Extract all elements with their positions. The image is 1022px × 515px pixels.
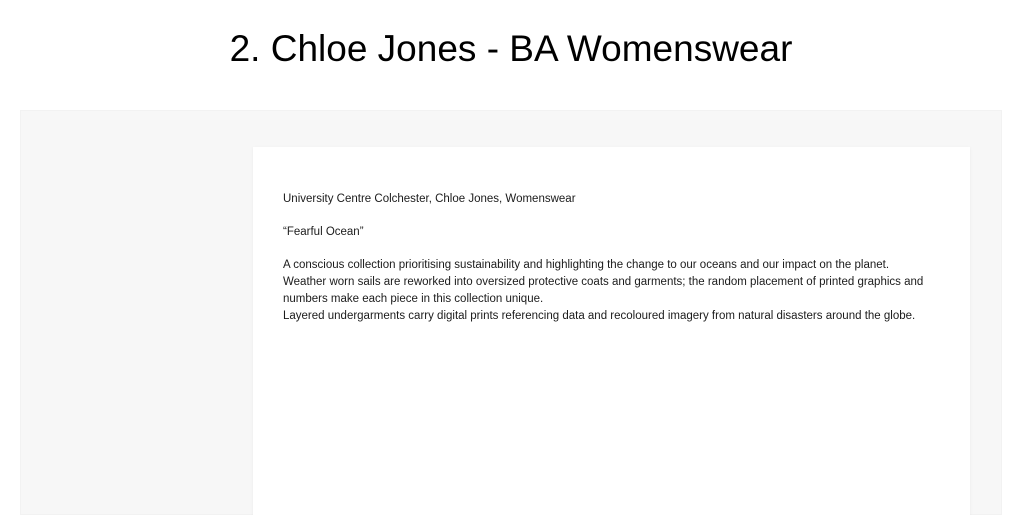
document-header-line: University Centre Colchester, Chloe Jones, Womenswear (283, 193, 576, 205)
document-paragraph-1: A conscious collection prioritising sustainability and highlighting the change to our oceans and our impact on the planet. (283, 259, 890, 271)
document-paragraph-2: Weather worn sails are reworked into oversized protective coats and garments; the random placement of printed graphics and numbers make each piece in this collection unique. (283, 276, 924, 305)
document-paragraph-3: Layered undergarments carry digital prints referencing data and recoloured imagery from natural disasters around the globe. (283, 310, 916, 322)
document-collection-title: “Fearful Ocean” (283, 226, 364, 238)
document-text-body (283, 191, 943, 325)
document-page (253, 147, 970, 515)
page-title: 2. Chloe Jones - BA Womenswear (229, 28, 793, 69)
document-description (283, 257, 943, 325)
